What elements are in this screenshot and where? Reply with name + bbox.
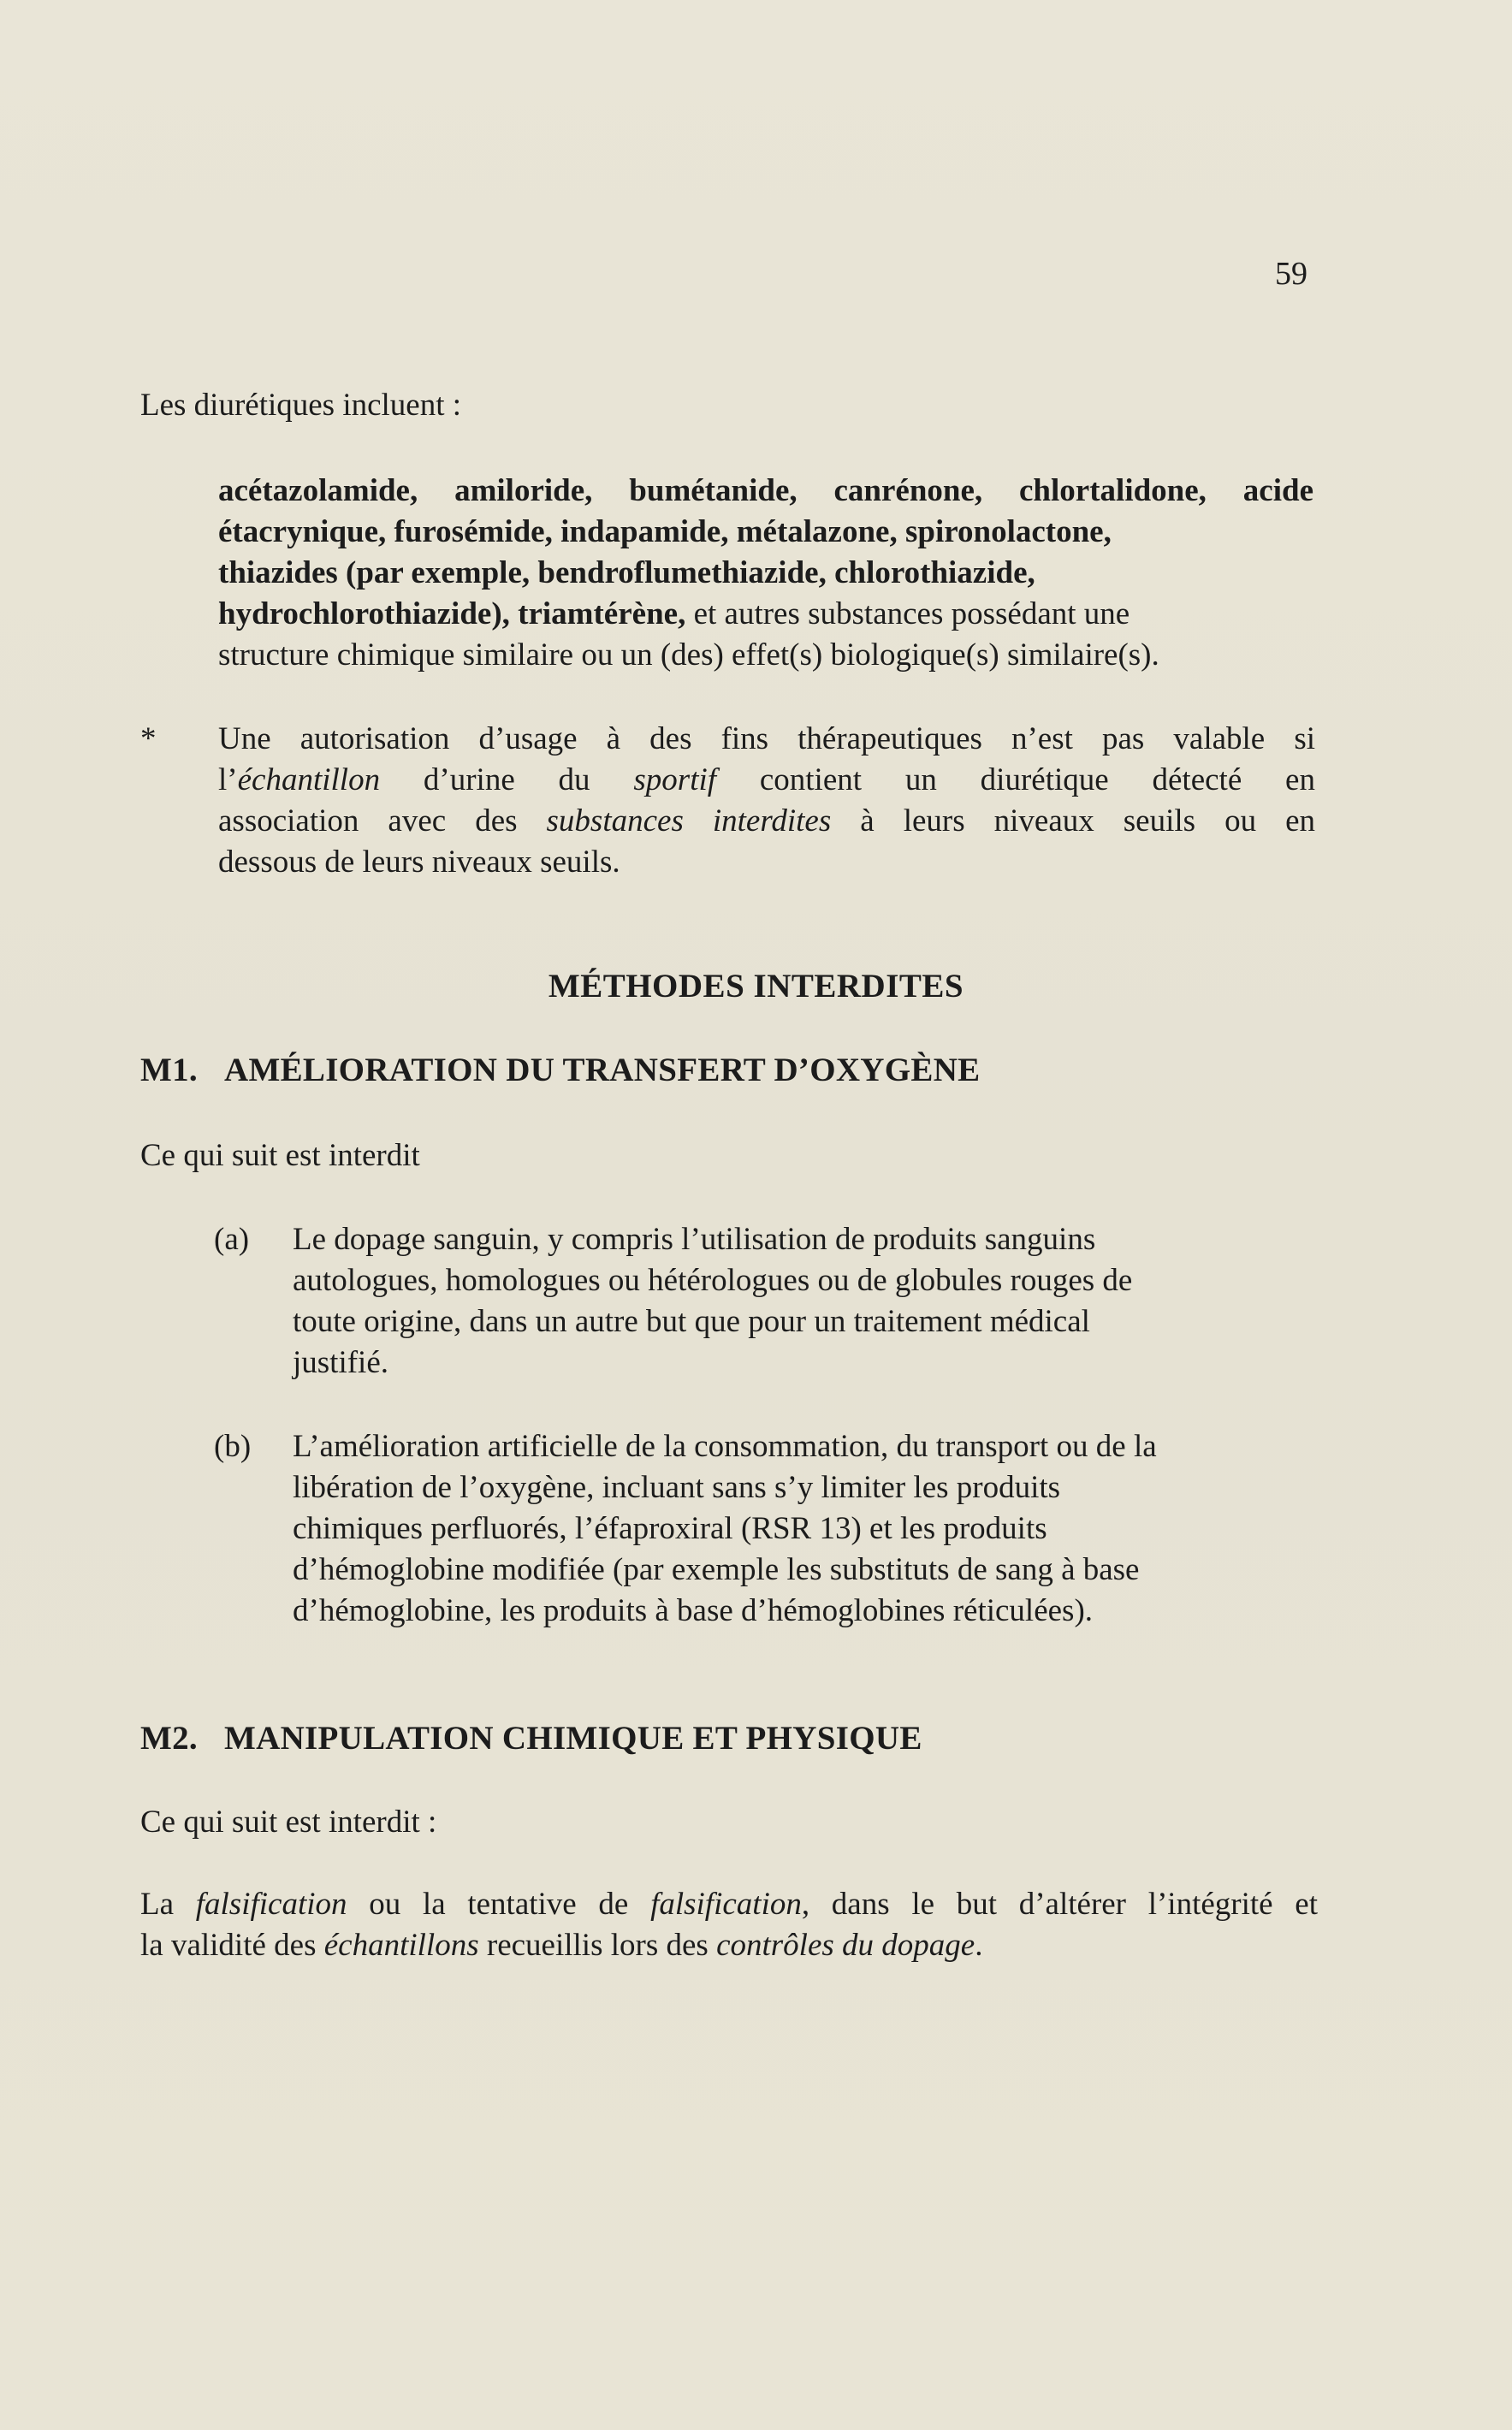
m2-l2-a: la validité des: [140, 1928, 324, 1963]
note-asterisk: *: [140, 721, 157, 756]
diuretics-line-5: structure chimique similaire ou un (des) effet(s) biologique(s) similaire(s).: [218, 637, 1159, 673]
note-l3-pre: association avec des: [218, 803, 547, 839]
m1-b-line-3: chimiques perfluorés, l’éfaproxiral (RSR 13) et les produits: [293, 1511, 1047, 1546]
m2-intro: Ce qui suit est interdit :: [140, 1805, 437, 1840]
note-l2-post: contient un diurétique détecté en: [716, 762, 1315, 797]
note-l2-em-echantillon: échantillon: [237, 762, 381, 797]
page-number: 59: [1275, 256, 1307, 292]
m1-a-line-4: justifié.: [293, 1345, 389, 1380]
m2-l1-c: , dans le but d’altérer l’intégrité et: [801, 1887, 1319, 1922]
m1-b-line-1: L’amélioration artificielle de la consommation, du transport ou de la: [293, 1429, 1157, 1464]
note-text: [218, 719, 1315, 883]
diuretics-line-4-bold: hydrochlorothiazide), triamtérène,: [218, 596, 686, 631]
m2-code: M2.: [140, 1720, 198, 1757]
m2-title: MANIPULATION CHIMIQUE ET PHYSIQUE: [224, 1720, 922, 1757]
diuretics-line-4: [218, 594, 1313, 635]
m1-item-b-label: (b): [214, 1429, 252, 1464]
m2-heading: [140, 1719, 922, 1757]
m1-title: AMÉLIORATION DU TRANSFERT D’OXYGÈNE: [224, 1052, 981, 1088]
m1-a-line-1: Le dopage sanguin, y compris l’utilisation de produits sanguins: [293, 1222, 1096, 1257]
m1-intro: Ce qui suit est interdit: [140, 1138, 420, 1173]
m1-item-a-body: [293, 1219, 1319, 1384]
note-line-3: [218, 801, 1315, 842]
diuretics-line-1: acétazolamide, amiloride, bumétanide, canrénone, chlortalidone, acide: [218, 473, 1313, 508]
m2-l2-em-controles: contrôles du dopage: [716, 1928, 975, 1963]
note-l2-em-sportif: sportif: [633, 762, 717, 797]
m1-item-a-label: (a): [214, 1222, 250, 1257]
m2-line-1: [140, 1884, 1318, 1925]
m1-heading: [140, 1051, 981, 1089]
m1-b-line-4: d’hémoglobine modifiée (par exemple les substituts de sang à base: [293, 1552, 1140, 1587]
m1-a-line-2: autologues, homologues ou hétérologues ou de globules rouges de: [293, 1263, 1133, 1298]
m2-paragraph: [140, 1884, 1318, 1966]
m1-code: M1.: [140, 1052, 198, 1088]
note-line-1: Une autorisation d’usage à des fins thérapeutiques n’est pas valable si: [218, 721, 1315, 756]
m1-item-b-body: [293, 1426, 1319, 1632]
diuretics-line-3: thiazides (par exemple, bendroflumethiazide, chlorothiazide,: [218, 555, 1035, 590]
note-l3-post: à leurs niveaux seuils ou en: [831, 803, 1316, 839]
m2-l2-c: .: [975, 1928, 983, 1963]
note-l2-mid: d’urine du: [380, 762, 634, 797]
diuretics-line-4-rest: et autres substances possédant une: [685, 596, 1130, 631]
note-l3-em-substances: substances interdites: [546, 803, 832, 839]
m2-l2-b: recueillis lors des: [478, 1928, 717, 1963]
diuretics-list: [218, 471, 1313, 676]
note-line-4: dessous de leurs niveaux seuils.: [218, 845, 620, 880]
diuretics-line-2: étacrynique, furosémide, indapamide, métalazone, spironolactone,: [218, 514, 1112, 549]
m2-l1-a: La: [140, 1887, 196, 1922]
note-line-2: [218, 760, 1315, 801]
note-l2-pre: l’: [218, 762, 238, 797]
m1-b-line-2: libération de l’oxygène, incluant sans s’y limiter les produits: [293, 1470, 1061, 1505]
m2-line-2: [140, 1925, 1318, 1966]
section-title: MÉTHODES INTERDITES: [548, 968, 964, 1005]
m1-a-line-3: toute origine, dans un autre but que pour un traitement médical: [293, 1304, 1090, 1339]
m2-l1-em-falsification-1: falsification: [195, 1887, 347, 1922]
m1-b-line-5: d’hémoglobine, les produits à base d’hémoglobines réticulées).: [293, 1593, 1094, 1628]
m2-l2-em-echantillons: échantillons: [323, 1928, 479, 1963]
diuretics-intro: Les diurétiques incluent :: [140, 388, 462, 423]
m2-l1-em-falsification-2: falsification: [650, 1887, 802, 1922]
m2-l1-b: ou la tentative de: [347, 1887, 651, 1922]
